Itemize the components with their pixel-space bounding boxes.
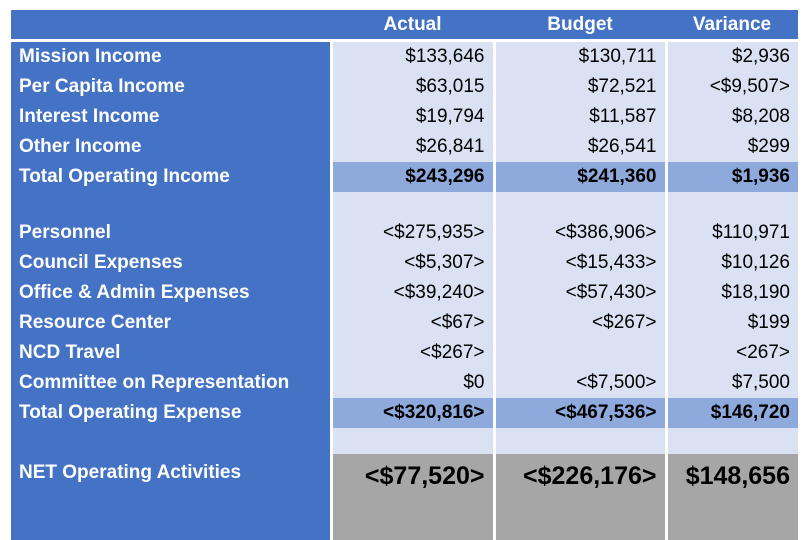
row-label: Per Capita Income <box>11 72 331 102</box>
operating-summary-table <box>11 10 798 540</box>
variance-cell: $146,720 <box>666 398 798 428</box>
expense-row-office-admin <box>11 278 798 308</box>
actual-cell: $26,841 <box>331 132 494 162</box>
variance-cell: $148,656 <box>666 454 798 540</box>
actual-cell: <$320,816> <box>331 398 494 428</box>
variance-cell: $2,936 <box>666 41 798 73</box>
actual-cell: <$5,307> <box>331 248 494 278</box>
variance-cell: <267> <box>666 338 798 368</box>
spacer-cell <box>331 428 494 454</box>
actual-cell: $63,015 <box>331 72 494 102</box>
budget-cell: $26,541 <box>494 132 666 162</box>
actual-cell: <$77,520> <box>331 454 494 540</box>
actual-cell: $19,794 <box>331 102 494 132</box>
spacer-row <box>11 428 798 454</box>
spacer-cell <box>666 192 798 218</box>
budget-cell: <$57,430> <box>494 278 666 308</box>
income-row-per-capita <box>11 72 798 102</box>
row-label: Committee on Representation <box>11 368 331 398</box>
row-label: Council Expenses <box>11 248 331 278</box>
header-variance: Variance <box>666 10 798 41</box>
budget-cell: $11,587 <box>494 102 666 132</box>
spacer-row <box>11 192 798 218</box>
row-label: NCD Travel <box>11 338 331 368</box>
spacer-cell <box>666 428 798 454</box>
variance-cell: $8,208 <box>666 102 798 132</box>
spacer-cell <box>331 192 494 218</box>
budget-cell: <$467,536> <box>494 398 666 428</box>
variance-cell: $1,936 <box>666 162 798 192</box>
row-label: Other Income <box>11 132 331 162</box>
budget-cell: <$15,433> <box>494 248 666 278</box>
header-row <box>11 10 798 41</box>
row-label: NET Operating Activities <box>11 454 331 540</box>
total-income-row <box>11 162 798 192</box>
variance-cell: $299 <box>666 132 798 162</box>
row-label: Total Operating Income <box>11 162 331 192</box>
actual-cell: <$267> <box>331 338 494 368</box>
actual-cell: <$67> <box>331 308 494 338</box>
expense-row-council <box>11 248 798 278</box>
budget-cell: $130,711 <box>494 41 666 73</box>
budget-cell: $241,360 <box>494 162 666 192</box>
variance-cell: $18,190 <box>666 278 798 308</box>
row-label: Resource Center <box>11 308 331 338</box>
row-label: Office & Admin Expenses <box>11 278 331 308</box>
actual-cell: <$39,240> <box>331 278 494 308</box>
total-expense-row <box>11 398 798 428</box>
row-label: Personnel <box>11 218 331 248</box>
expense-row-committee <box>11 368 798 398</box>
budget-cell: $72,521 <box>494 72 666 102</box>
income-row-interest <box>11 102 798 132</box>
spacer-cell <box>494 192 666 218</box>
header-budget: Budget <box>494 10 666 41</box>
budget-cell <box>494 338 666 368</box>
variance-cell: $10,126 <box>666 248 798 278</box>
actual-cell: $0 <box>331 368 494 398</box>
actual-cell: <$275,935> <box>331 218 494 248</box>
header-blank <box>11 10 331 41</box>
variance-cell: <$9,507> <box>666 72 798 102</box>
variance-cell: $199 <box>666 308 798 338</box>
income-row-other <box>11 132 798 162</box>
spacer-cell <box>494 428 666 454</box>
variance-cell: $7,500 <box>666 368 798 398</box>
spacer-cell <box>11 428 331 454</box>
row-label: Interest Income <box>11 102 331 132</box>
expense-row-ncd-travel <box>11 338 798 368</box>
budget-cell: <$267> <box>494 308 666 338</box>
actual-cell: $133,646 <box>331 41 494 73</box>
variance-cell: $110,971 <box>666 218 798 248</box>
budget-cell: <$226,176> <box>494 454 666 540</box>
budget-cell: <$386,906> <box>494 218 666 248</box>
row-label: Total Operating Expense <box>11 398 331 428</box>
row-label: Mission Income <box>11 41 331 73</box>
income-row-mission <box>11 41 798 73</box>
net-operating-row <box>11 454 798 540</box>
expense-row-personnel <box>11 218 798 248</box>
header-actual: Actual <box>331 10 494 41</box>
budget-cell: <$7,500> <box>494 368 666 398</box>
actual-cell: $243,296 <box>331 162 494 192</box>
spacer-cell <box>11 192 331 218</box>
expense-row-resource-center <box>11 308 798 338</box>
